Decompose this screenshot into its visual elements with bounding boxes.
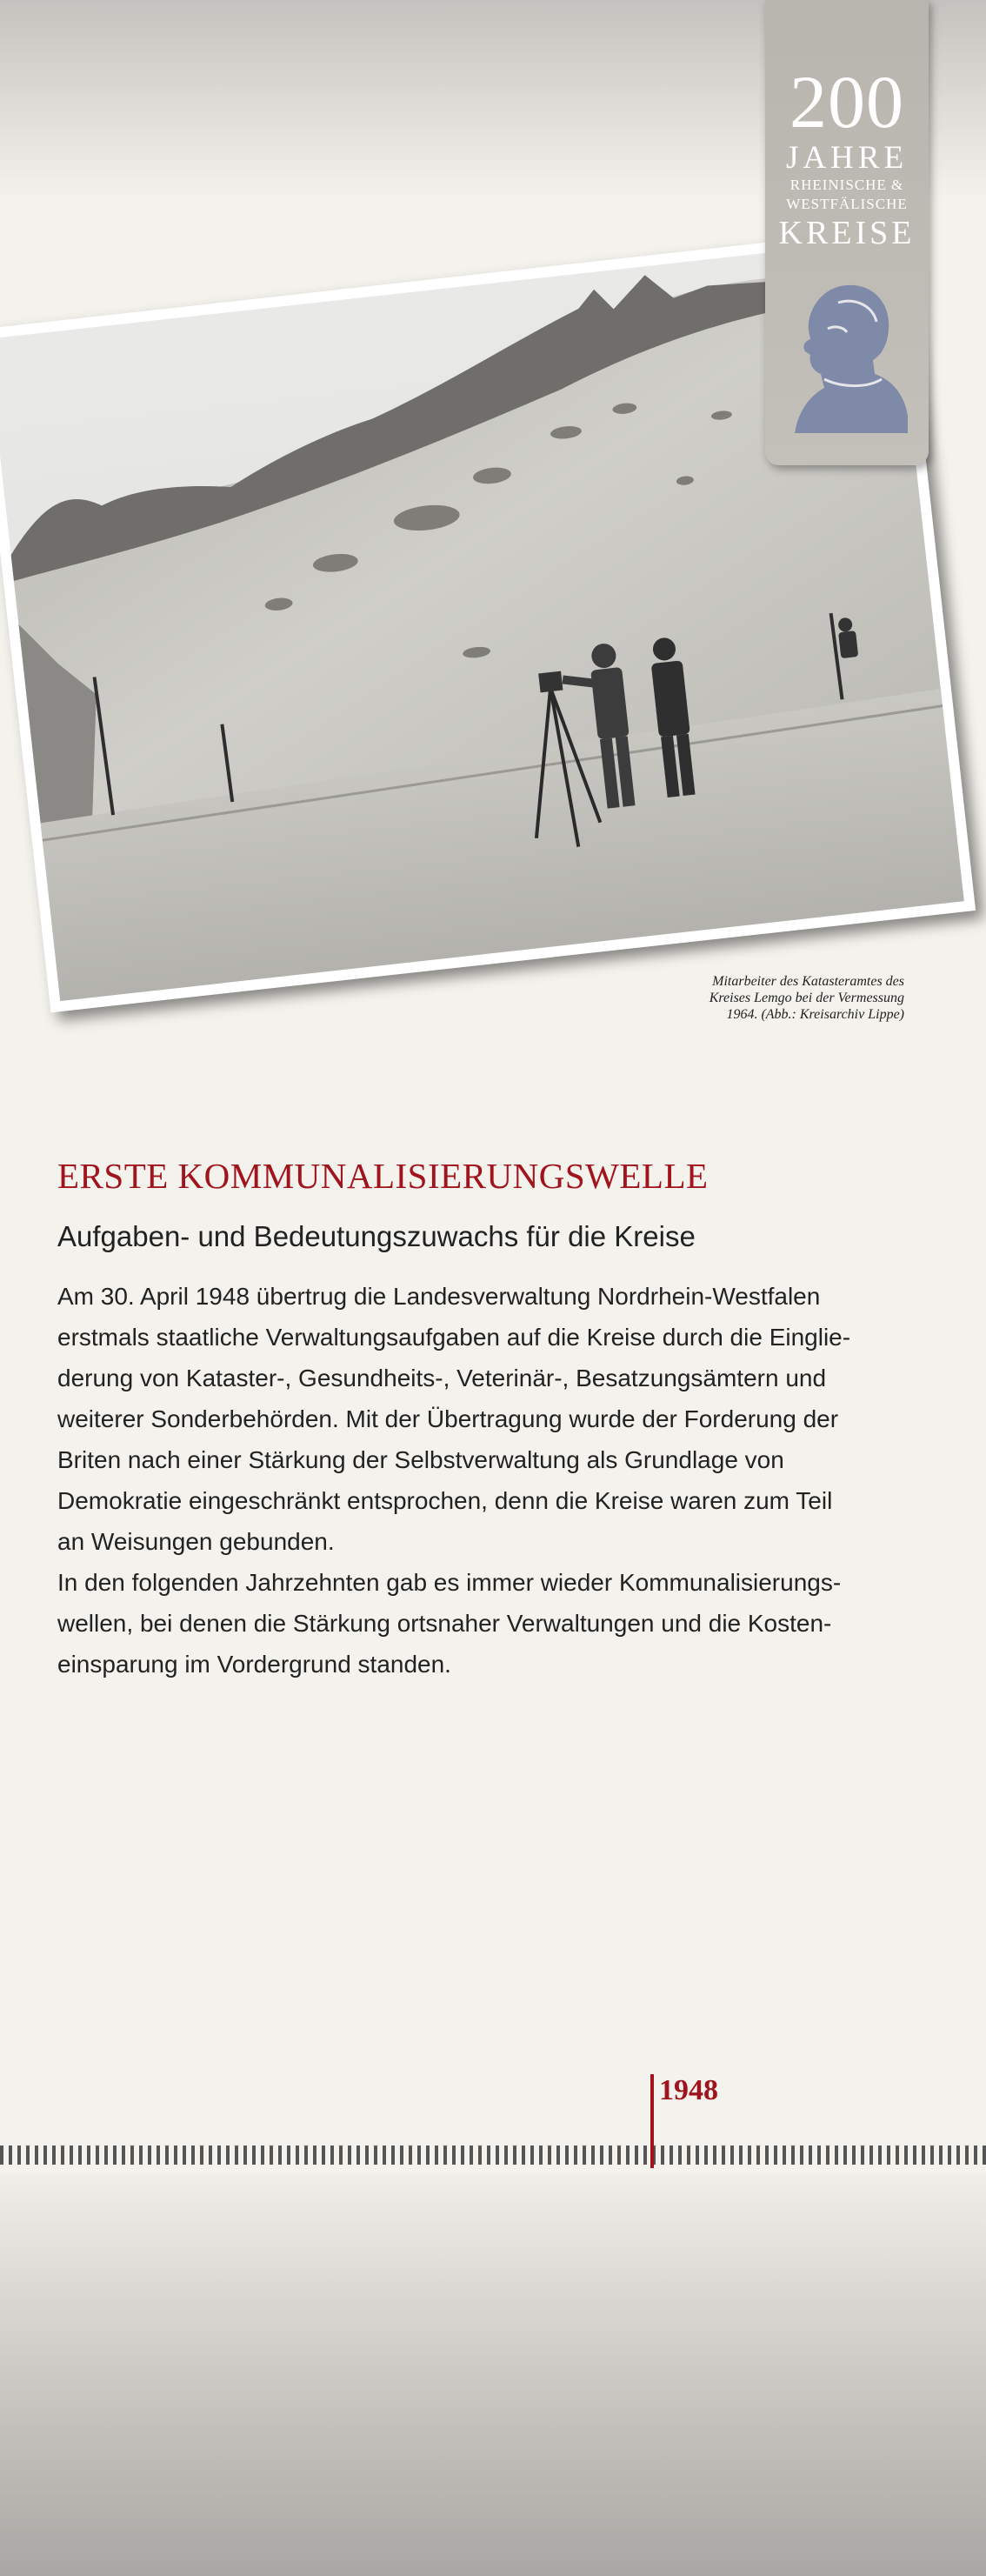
- profile-portrait-icon: [786, 277, 908, 433]
- body-line: derung von Kataster-, Gesundheits-, Veterinär-, Besatzungsämtern und: [57, 1365, 827, 1391]
- body-line: Am 30. April 1948 übertrug die Landesverwaltung Nordrhein-Westfalen: [57, 1283, 821, 1310]
- body-line: weiterer Sonderbehörden. Mit der Übertragung wurde der Forderung der: [57, 1405, 839, 1432]
- article-title: ERSTE KOMMUNALISIERUNGSWELLE: [57, 1156, 709, 1196]
- anniversary-badge: [765, 0, 929, 465]
- body-line: wellen, bei denen die Stärkung ortsnaher Verwaltungen und die Kosten-: [57, 1610, 832, 1637]
- badge-kreise: KREISE: [778, 215, 916, 251]
- body-line: In den folgenden Jahrzehnten gab es immer wieder Kommunalisierungs-: [57, 1569, 842, 1596]
- badge-line1: RHEINISCHE &: [789, 177, 904, 193]
- bottom-gradient: [0, 2174, 986, 2576]
- badge-number: 200: [789, 60, 904, 143]
- caption-line: 1964. (Abb.: Kreisarchiv Lippe): [726, 1007, 904, 1022]
- caption-line: Mitarbeiter des Katasteramtes des: [712, 974, 904, 989]
- badge-jahre: JAHRE: [785, 140, 909, 176]
- body-line: Briten nach einer Stärkung der Selbstverwaltung als Grundlage von: [57, 1446, 784, 1473]
- body-line: erstmals staatliche Verwaltungsaufgaben auf die Kreise durch die Einglie-: [57, 1324, 851, 1351]
- caption-line: Kreises Lemgo bei der Vermessung: [709, 991, 904, 1005]
- timeline-ruler: [0, 2146, 986, 2165]
- article-subtitle: Aufgaben- und Bedeutungszuwachs für die Kreise: [57, 1220, 696, 1252]
- body-line: an Weisungen gebunden.: [57, 1528, 335, 1555]
- body-line: einsparung im Vordergrund standen.: [57, 1651, 451, 1678]
- body-line: Demokratie eingeschränkt entsprochen, denn die Kreise waren zum Teil: [57, 1487, 833, 1514]
- photo-caption: [635, 973, 904, 1023]
- year-marker: [650, 2074, 654, 2168]
- timeline-year: 1948: [659, 2074, 718, 2106]
- article-body: [57, 1276, 918, 1685]
- badge-line2: WESTFÄLISCHE: [786, 196, 908, 212]
